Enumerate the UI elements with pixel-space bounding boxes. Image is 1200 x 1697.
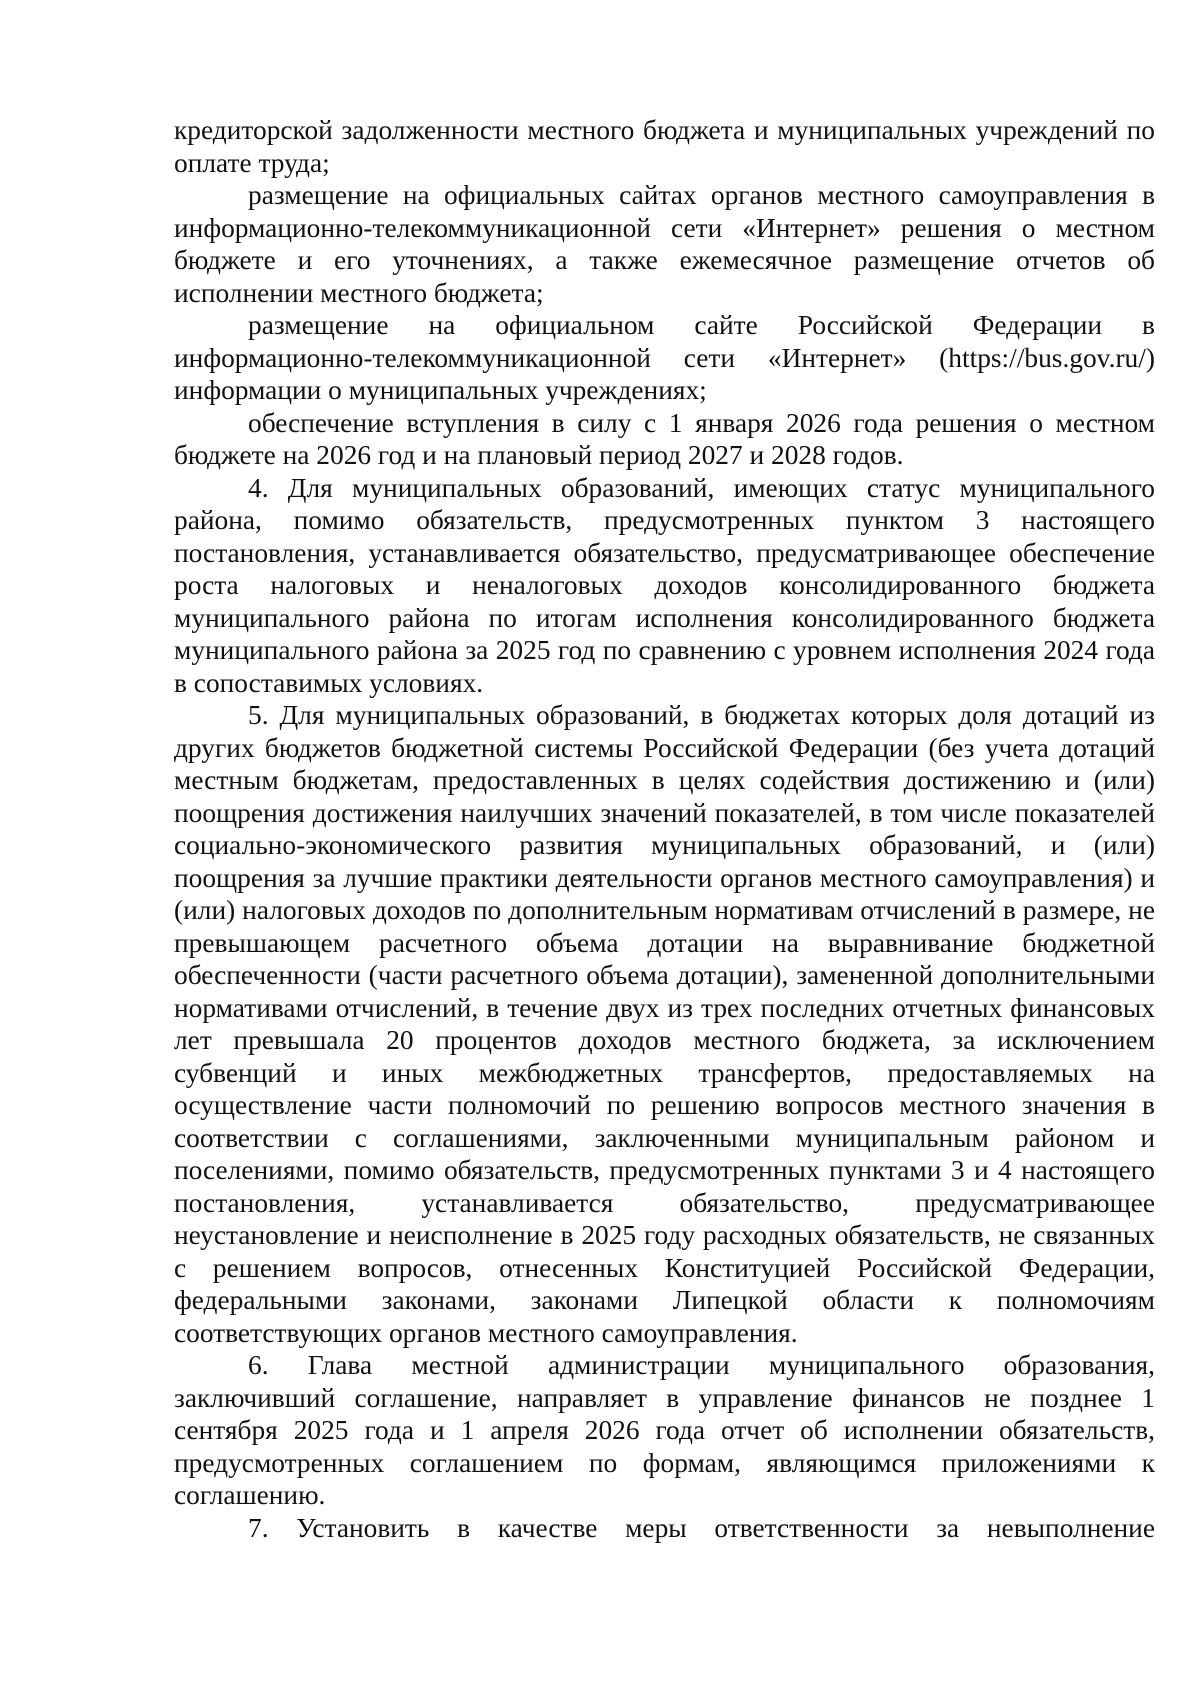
paragraph-bus-gov: размещение на официальном сайте Российской Федерации в информационно-телекоммуникационной сети «Интернет» (https://bus.gov.ru/) информации о муниципальных учреждениях; [174, 310, 1155, 405]
document-page [174, 114, 1155, 1544]
paragraph-item-6: 6. Глава местной администрации муниципального образования, заключивший соглашение, направляет в управление финансов не позднее 1 сентября 2025 года и 1 апреля 2026 года отчет об исполнении обязательств, предусмотренных соглашением по формам, являющимся приложениями к соглашению. [174, 1350, 1155, 1510]
paragraph-continuation: кредиторской задолженности местного бюджета и муниципальных учреждений по оплате труда; [174, 115, 1155, 178]
paragraph-item-4: 4. Для муниципальных образований, имеющих статус муниципального района, помимо обязательств, предусмотренных пунктом 3 настоящего постановления, устанавливается обязательство, предусматривающее обеспечение роста налоговых и неналоговых доходов консолидированного бюджета муниципального района по итогам исполнения консолидированного бюджета муниципального района за 2025 год по сравнению с уровнем исполнения 2024 года в сопоставимых условиях. [174, 472, 1155, 698]
paragraph-item-5: 5. Для муниципальных образований, в бюджетах которых доля дотаций из других бюджетов бюджетной системы Российской Федерации (без учета дотаций местным бюджетам, предоставленных в целях содействия достижению и (или) поощрения достижения наилучших значений показателей, в том числе показателей социально-экономического развития муниципальных образований, и (или) поощрения за лучшие практики деятельности органов местного самоуправления) и (или) налоговых доходов по дополнительным нормативам отчислений в размере, не превышающем расчетного объема дотации на выравнивание бюджетной обеспеченности (части расчетного объема дотации), замененной дополнительными нормативами отчислений, в течение двух из трех последних отчетных финансовых лет превышала 20 процентов доходов местного бюджета, за исключением субвенций и иных межбюджетных трансфертов, предоставляемых на осуществление части полномочий по решению вопросов местного значения в соответствии с соглашениями, заключенными муниципальным районом и поселениями, помимо обязательств, предусмотренных пунктами 3 и 4 настоящего постановления, устанавливается обязательство, предусматривающее неустановление и неисполнение в 2025 году расходных обязательств, не связанных с решением вопросов, отнесенных Конституцией Российской Федерации, федеральными законами, законами Липецкой области к полномочиям соответствующих органов местного самоуправления. [174, 700, 1155, 1348]
paragraph-item-7: 7. Установить в качестве меры ответственности за невыполнение [248, 1512, 1155, 1543]
paragraph-budget-entry: обеспечение вступления в силу с 1 января 2026 года решения о местном бюджете на 2026 год и на плановый период 2027 и 2028 годов. [174, 407, 1155, 470]
paragraph-official-sites: размещение на официальных сайтах органов местного самоуправления в информационно-телекоммуникационной сети «Интернет» решения о местном бюджете и его уточнениях, а также ежемесячное размещение отчетов об исполнении местного бюджета; [174, 180, 1155, 308]
